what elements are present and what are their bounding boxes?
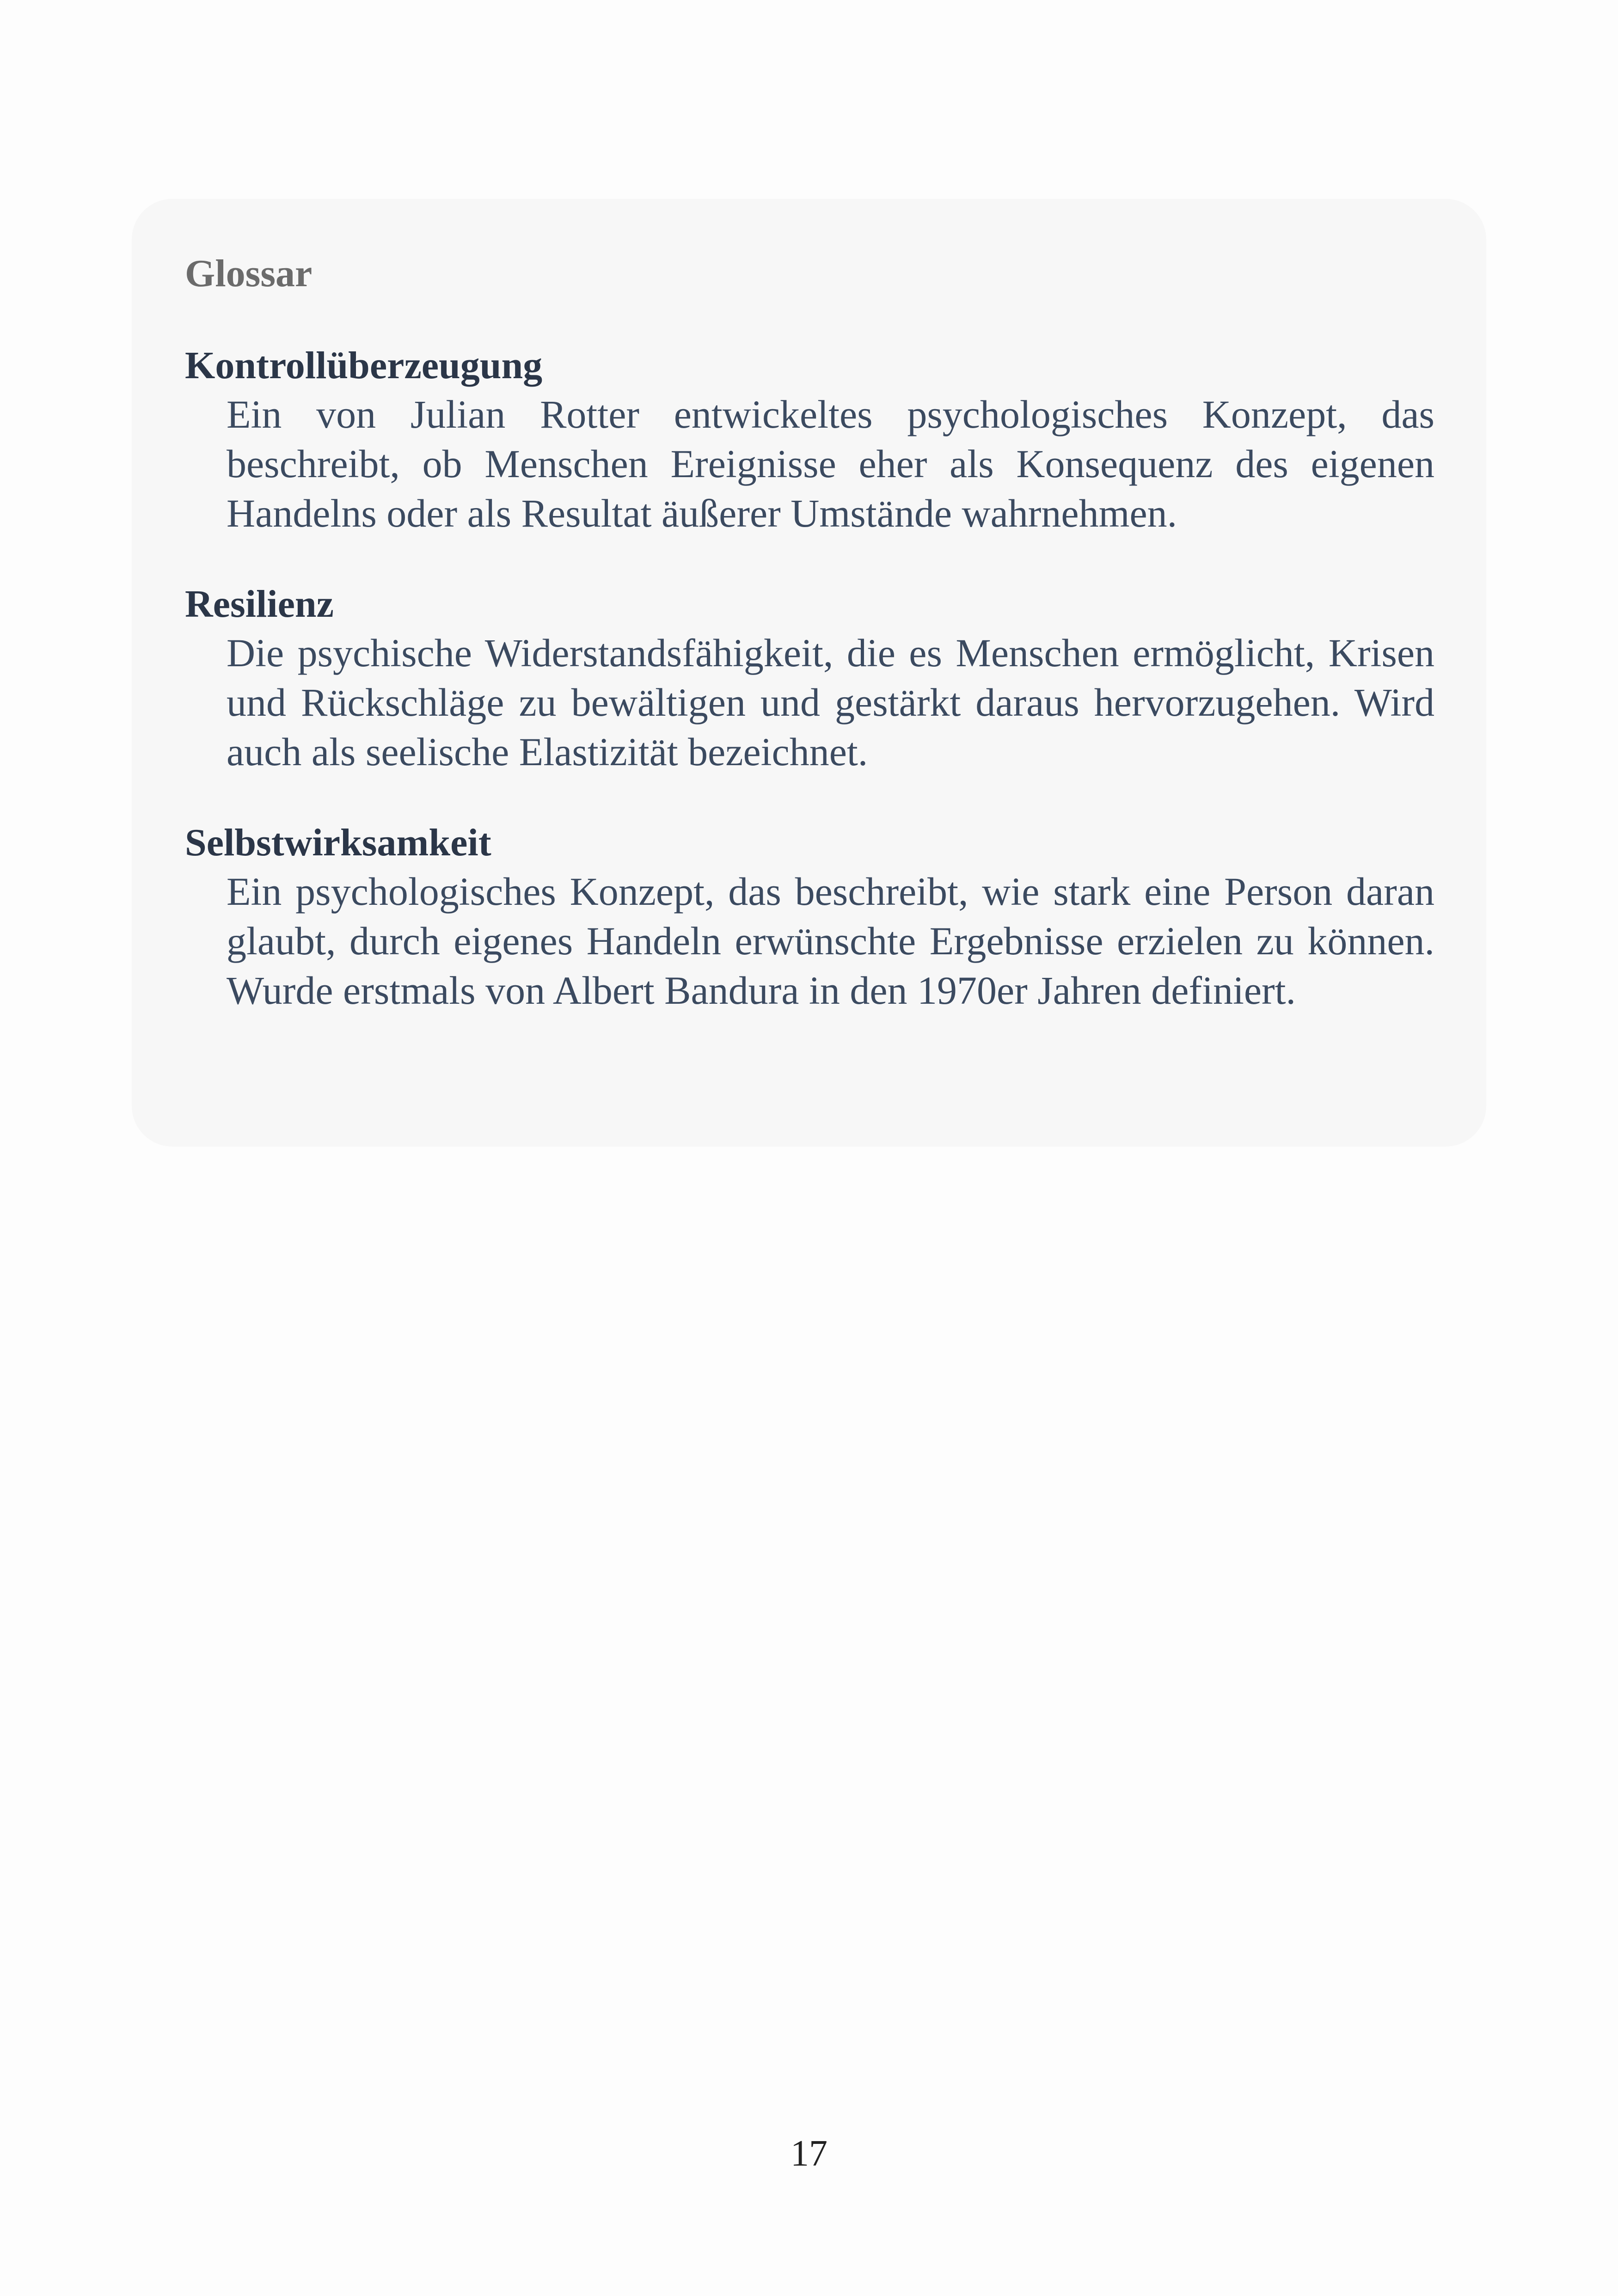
glossary-term: Resilienz xyxy=(185,582,334,626)
glossary-box xyxy=(132,199,1486,1147)
glossary-entry-selbstwirksamkeit xyxy=(185,818,1434,1015)
glossary-definition: Die psychische Widerstandsfähigkeit, die es Menschen ermöglicht, Krisen und Rückschläge zu bewältigen und gestärkt daraus hervorzugehen. Wird auch als seelische Elastizität bezeichnet. xyxy=(227,630,1434,774)
glossary-entry-resilienz xyxy=(185,580,1434,777)
glossary-term: Selbstwirksamkeit xyxy=(185,821,491,864)
glossary-title: Glossar xyxy=(185,252,313,295)
glossary-definition: Ein von Julian Rotter entwickeltes psychologisches Konzept, das beschreibt, ob Menschen Ereignisse eher als Konsequenz des eigenen Handelns oder als Resultat äußerer Umstände wahrnehmen. xyxy=(227,392,1434,535)
glossary-term: Kontrollüberzeugung xyxy=(185,344,543,387)
page-number: 17 xyxy=(791,2133,827,2174)
glossary-entry-kontrollueberzeugung xyxy=(185,341,1434,538)
glossary-definition: Ein psychologisches Konzept, das beschreibt, wie stark eine Person daran glaubt, durch eigenes Handeln erwünschte Ergebnisse erzielen zu können. Wurde erstmals von Albert Bandura in den 1970er Jahren definiert. xyxy=(227,869,1434,1013)
